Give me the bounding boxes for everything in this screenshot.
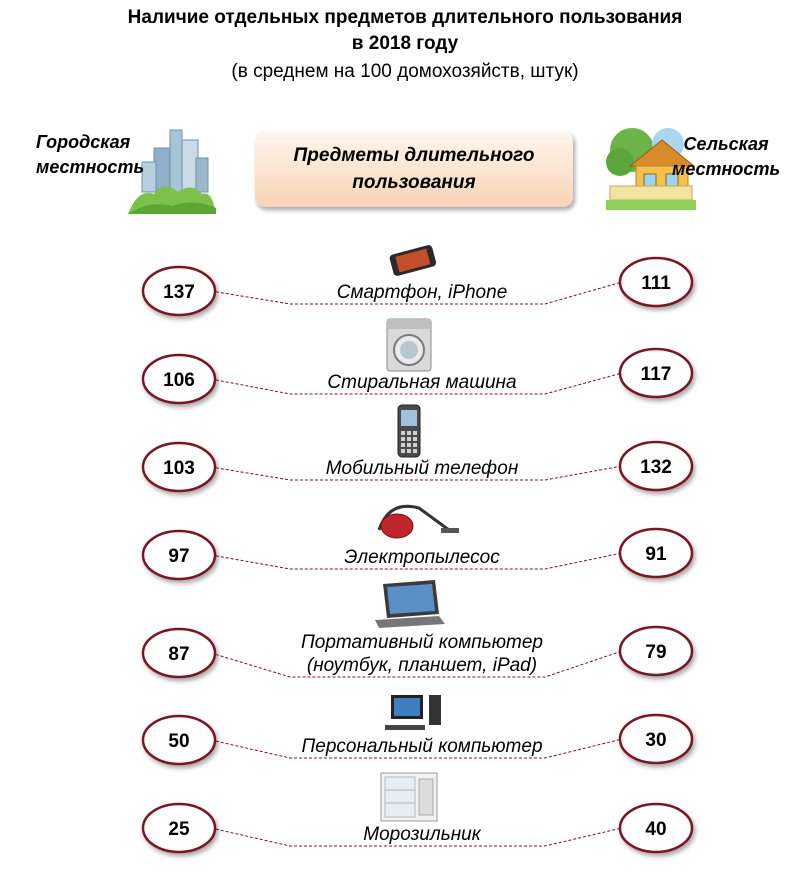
mobile-phone-icon (398, 405, 420, 457)
rural-value: 30 (645, 730, 667, 751)
rural-value: 111 (641, 273, 671, 294)
laptop-icon (375, 580, 445, 628)
rural-value: 117 (640, 364, 672, 385)
category-label: (ноутбук, планшет, iPad) (306, 655, 538, 676)
desktop-computer-icon (385, 695, 441, 730)
category-label: Стиральная машина (327, 372, 517, 393)
freezer-icon (381, 773, 437, 821)
smartphone-icon (389, 244, 437, 277)
chart-subtitle: (в среднем на 100 домохозяйств, штук) (231, 61, 579, 82)
chart-title-line2: в 2018 году (351, 33, 459, 54)
rural-value: 91 (645, 544, 667, 565)
rural-value: 79 (645, 642, 667, 663)
urban-label-text: Городская местность (36, 132, 145, 177)
category-label: Морозильник (363, 824, 481, 845)
items-header-text: Предметы длительного пользования (293, 145, 535, 193)
washing-machine-icon (387, 319, 431, 371)
rural-value: 40 (645, 819, 667, 840)
category-label: Портативный компьютер (301, 632, 543, 653)
urban-value: 103 (163, 458, 195, 479)
urban-value: 97 (168, 546, 190, 567)
urban-value: 25 (168, 819, 190, 840)
urban-value: 87 (168, 644, 190, 665)
rural-value: 132 (640, 457, 672, 478)
rural-label (672, 132, 780, 182)
category-label: Электропылесос (344, 547, 500, 568)
urban-value: 106 (163, 370, 195, 391)
chart-title-line1: Наличие отдельных предметов длительного пользования (127, 7, 683, 28)
urban-value: 50 (168, 731, 190, 752)
vacuum-cleaner-icon (379, 506, 459, 538)
category-label: Персональный компьютер (301, 736, 543, 757)
urban-value: 137 (163, 282, 195, 303)
rural-label-text: Сельская местность (672, 134, 781, 179)
urban-label (36, 130, 144, 180)
category-label: Мобильный телефон (325, 458, 519, 479)
category-label: Смартфон, iPhone (336, 282, 508, 303)
